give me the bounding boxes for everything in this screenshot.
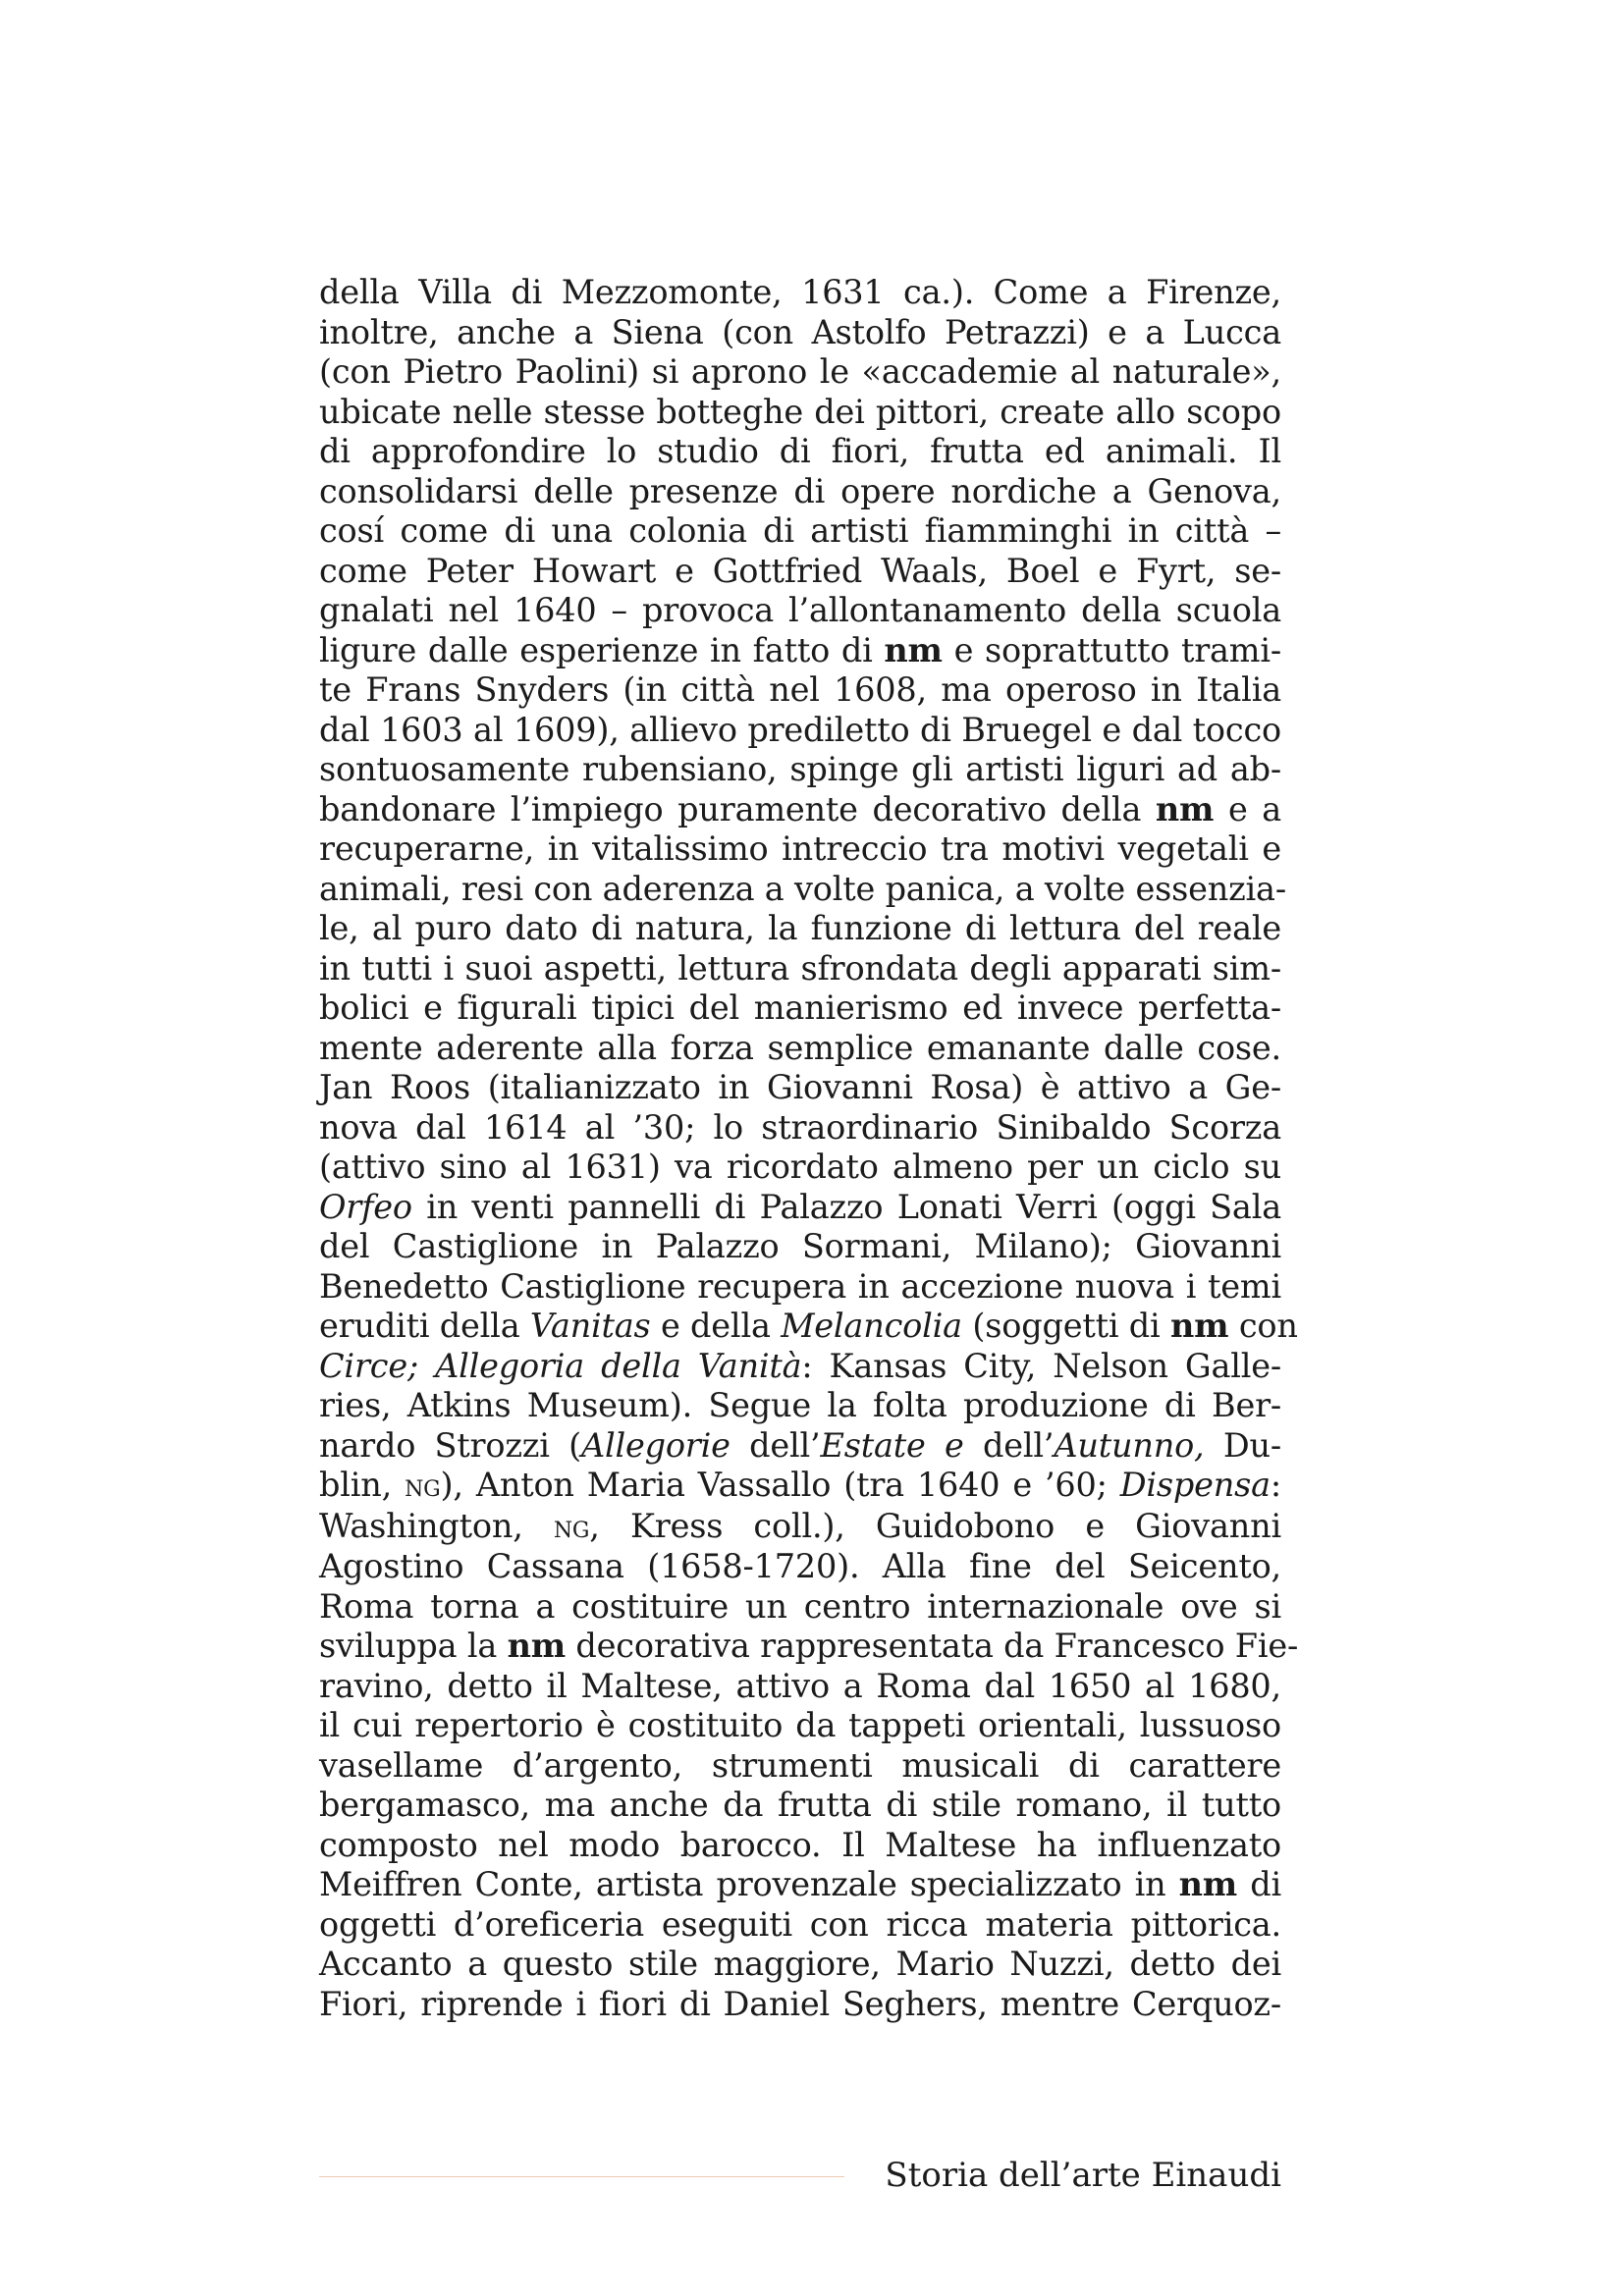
term-abbreviation: nm — [1170, 1307, 1229, 1345]
small-caps-abbreviation: ng — [553, 1509, 590, 1545]
text-run: le, al puro dato di natura, la funzione di lettura del reale — [319, 909, 1281, 947]
text-run: in tutti i suoi aspetti, lettura sfrondata degli apparati sim- — [319, 948, 1281, 988]
text-run: ubicate nelle stesse botteghe dei pittori, create allo scopo — [319, 392, 1281, 431]
text-run: Benedetto Castiglione recupera in accezione nuova i temi — [319, 1266, 1281, 1306]
text-run: te Frans Snyders (in città nel 1608, ma operoso in Italia — [319, 670, 1281, 709]
text-run: cosí come di una colonia di artisti fiamminghi in città – — [319, 511, 1281, 550]
text-line — [319, 790, 1281, 830]
italic-title: Vanitas — [529, 1307, 651, 1345]
text-line — [319, 511, 1281, 552]
text-run: consolidarsi delle presenze di opere nordiche a Genova, — [319, 471, 1281, 510]
text-run: (attivo sino al 1631) va ricordato almeno per un ciclo su — [319, 1148, 1281, 1186]
text-run: Fiori, riprende i fiori di Daniel Seghers, mentre Cerquoz- — [319, 1984, 1281, 2023]
text-line — [319, 1108, 1281, 1148]
page-footer — [319, 2151, 1281, 2200]
text-line — [319, 909, 1281, 949]
term-abbreviation: nm — [1155, 789, 1215, 828]
text-run: composto nel modo barocco. Il Maltese ha influenzato — [319, 1825, 1281, 1864]
text-run: in venti pannelli di Palazzo Lonati Verri (oggi Sala — [411, 1187, 1281, 1226]
text-line — [319, 1587, 1281, 1628]
text-run: ligure dalle esperienze in fatto di — [319, 630, 885, 669]
text-line — [319, 432, 1281, 472]
italic-title: Orfeo — [319, 1187, 412, 1226]
text-run: Jan Roos (italianizzato in Giovanni Rosa) è attivo a Ge- — [319, 1068, 1281, 1106]
text-run: : Kansas City, Nelson Galle- — [801, 1346, 1282, 1385]
text-run: Accanto a questo stile maggiore, Mario Nuzzi, detto dei — [319, 1945, 1281, 1983]
text-run: animali, resi con aderenza a volte panica, a volte essenzia- — [319, 869, 1286, 908]
text-run: dal 1603 al 1609), allievo prediletto di Bruegel e dal tocco — [319, 710, 1281, 749]
text-run: (con Pietro Paolini) si aprono le «accademie al naturale», — [319, 352, 1281, 391]
italic-title: Allegorie — [580, 1425, 730, 1465]
text-run: dell’ — [730, 1425, 821, 1465]
text-line — [319, 1627, 1299, 1667]
text-run: oggetti d’oreficeria eseguiti con ricca materia pittorica. — [319, 1904, 1281, 1944]
text-run: ), Anton Maria Vassallo (tra 1640 e ’60; — [440, 1466, 1120, 1504]
text-run: eruditi della — [319, 1307, 530, 1345]
text-run: il cui repertorio è costituito da tappeti orientali, lussuoso — [319, 1706, 1281, 1744]
text-line — [319, 1267, 1281, 1308]
text-run: recuperarne, in vitalissimo intreccio tra motivi vegetali e — [319, 829, 1281, 868]
text-run: ravino, detto il Maltese, attivo a Roma dal 1650 al 1680, — [319, 1666, 1281, 1705]
text-run: bandonare l’impiego puramente decorativo della — [319, 789, 1156, 828]
text-run: gnalati nel 1640 – provoca l’allontanamento della scuola — [319, 591, 1281, 629]
text-line — [319, 631, 1281, 671]
text-line — [319, 273, 1281, 313]
text-run: bolici e figurali tipici del manierismo ed invece perfetta- — [319, 988, 1281, 1027]
text-run: e della — [650, 1307, 782, 1345]
text-run: del Castiglione in Palazzo Sormani, Milano); Giovanni — [319, 1227, 1281, 1265]
text-run: Meiffren Conte, artista provenzale specializzato in — [319, 1865, 1179, 1903]
text-line — [319, 949, 1281, 989]
text-line — [319, 472, 1281, 512]
text-run: decorativa rappresentata da Francesco Fie- — [565, 1627, 1299, 1665]
text-line — [319, 552, 1281, 592]
text-line — [319, 591, 1281, 631]
text-line — [319, 1706, 1281, 1746]
text-run: , Kress coll.), Guidobono e Giovanni — [589, 1506, 1281, 1545]
footer-title: Storia dell’arte Einaudi — [885, 2156, 1281, 2195]
text-line — [319, 1307, 1298, 1347]
text-line — [319, 1029, 1281, 1069]
text-line — [319, 352, 1281, 393]
text-run: sontuosamente rubensiano, spinge gli artisti liguri ad ab- — [319, 750, 1281, 788]
text-run: di — [1237, 1865, 1281, 1903]
text-line — [319, 670, 1281, 711]
italic-title: Dispensa — [1119, 1466, 1271, 1504]
text-line — [319, 1786, 1281, 1826]
text-run: vasellame d’argento, strumenti musicali di carattere — [319, 1745, 1281, 1785]
text-run: : — [1270, 1466, 1281, 1504]
italic-title: Autunno, — [1054, 1425, 1205, 1465]
term-abbreviation: nm — [1178, 1865, 1238, 1903]
text-line — [319, 1746, 1281, 1787]
text-line — [319, 1826, 1281, 1866]
italic-title: Melancolia — [781, 1307, 962, 1345]
term-abbreviation: nm — [507, 1627, 566, 1665]
text-run: della Villa di Mezzomonte, 1631 ca.). Come a Firenze, — [319, 273, 1281, 311]
text-run: nardo Strozzi ( — [319, 1425, 581, 1465]
text-line — [319, 1188, 1281, 1228]
text-run: blin, — [319, 1466, 406, 1504]
text-line — [319, 1547, 1281, 1587]
text-run: nova dal 1614 al ’30; lo straordinario Sinibaldo Scorza — [319, 1107, 1281, 1147]
text-run: dell’ — [963, 1425, 1055, 1465]
text-run: e soprattutto trami- — [942, 630, 1281, 669]
text-run: con — [1228, 1307, 1298, 1345]
text-line — [319, 1227, 1281, 1267]
text-line — [319, 1865, 1281, 1905]
text-line — [319, 393, 1281, 433]
text-line — [319, 313, 1281, 353]
text-run: come Peter Howart e Gottfried Waals, Boel e Fyrt, se- — [319, 551, 1281, 590]
text-run: Roma torna a costituire un centro internazionale ove si — [319, 1586, 1281, 1626]
text-run: e a — [1214, 789, 1281, 828]
text-line — [319, 1386, 1281, 1426]
text-line — [319, 711, 1281, 751]
text-line — [319, 1347, 1281, 1387]
text-line — [319, 1426, 1281, 1467]
text-run: Du- — [1204, 1425, 1282, 1465]
text-line — [319, 1905, 1281, 1946]
italic-title: Estate e — [820, 1425, 964, 1465]
text-line — [319, 1945, 1281, 1985]
text-run: mente aderente alla forza semplice emanante dalle cose. — [319, 1028, 1281, 1067]
text-line — [319, 750, 1281, 790]
text-run: ries, Atkins Museum). Segue la folta produzione di Ber- — [319, 1386, 1281, 1424]
text-line — [319, 829, 1281, 870]
text-line — [319, 1466, 1281, 1507]
italic-title: Circe; Allegoria della Vanità — [319, 1346, 802, 1385]
text-line — [319, 1985, 1281, 2025]
text-run: sviluppa la — [319, 1627, 508, 1665]
text-run: inoltre, anche a Siena (con Astolfo Petrazzi) e a Lucca — [319, 312, 1281, 351]
text-run: Washington, — [319, 1506, 554, 1545]
footer-rule — [319, 2176, 844, 2177]
text-line — [319, 1148, 1281, 1188]
text-line — [319, 988, 1281, 1029]
term-abbreviation: nm — [884, 630, 943, 669]
text-line — [319, 1507, 1281, 1548]
text-run: Agostino Cassana (1658-1720). Alla fine del Seicento, — [319, 1547, 1281, 1585]
small-caps-abbreviation: ng — [405, 1468, 441, 1504]
text-line — [319, 1667, 1281, 1707]
text-run: (soggetti di — [961, 1307, 1171, 1345]
text-line — [319, 869, 1286, 910]
text-run: bergamasco, ma anche da frutta di stile romano, il tutto — [319, 1786, 1281, 1824]
body-text — [319, 273, 1299, 2024]
text-line — [319, 1068, 1281, 1108]
text-run: di approfondire lo studio di fiori, frutta ed animali. Il — [319, 432, 1281, 470]
